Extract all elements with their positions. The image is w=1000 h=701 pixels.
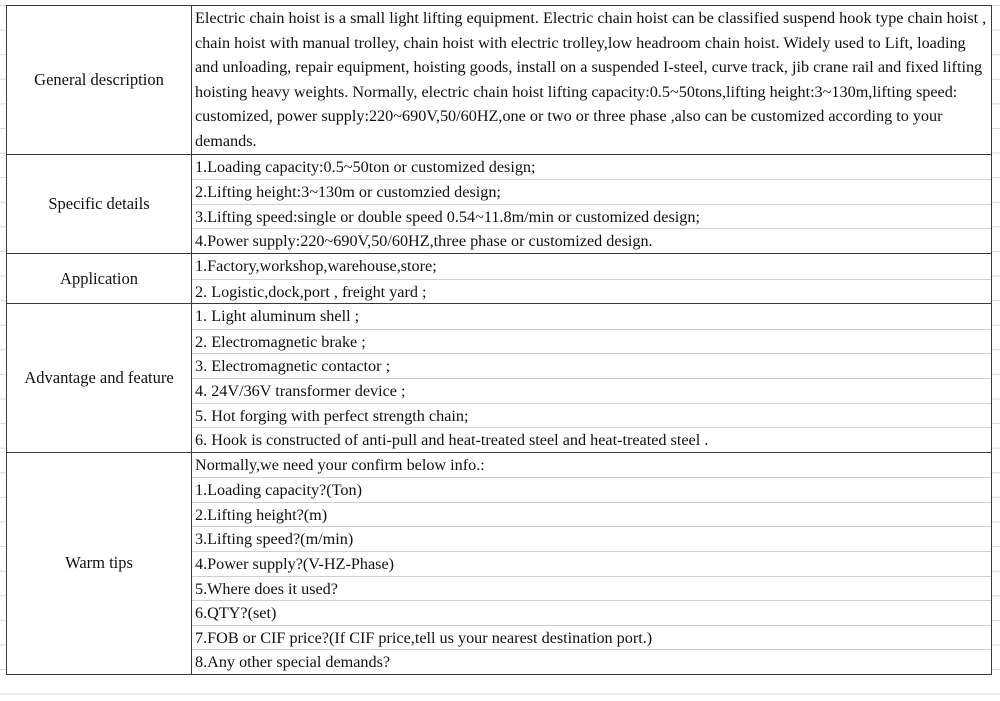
cell-line[interactable]: 3.Lifting speed?(m/min) bbox=[192, 526, 991, 551]
row-content bbox=[192, 452, 992, 674]
row-advantage-feature bbox=[7, 304, 992, 453]
row-label[interactable]: General description bbox=[7, 6, 192, 155]
row-warm-tips bbox=[7, 452, 992, 674]
text-line: Electric chain hoist is a small light lifting equipment. Electric chain hoist can be classified suspend hook type bbox=[195, 9, 904, 27]
cell-line[interactable]: 2.Lifting height?(m) bbox=[192, 502, 991, 527]
description-paragraph bbox=[192, 6, 991, 154]
row-label[interactable]: Application bbox=[7, 253, 192, 303]
cell-line[interactable]: 4.Power supply:220~690V,50/60HZ,three phase or customized design. bbox=[192, 228, 991, 253]
cell-line[interactable]: 6.QTY?(set) bbox=[192, 600, 991, 625]
row-content[interactable] bbox=[192, 6, 992, 155]
cell-line[interactable]: 1.Loading capacity?(Ton) bbox=[192, 477, 991, 502]
cell-line[interactable]: 4.Power supply?(V-HZ-Phase) bbox=[192, 551, 991, 576]
cell-line[interactable]: Normally,we need your confirm below info.: bbox=[195, 455, 485, 474]
row-specific-details bbox=[7, 154, 992, 253]
row-content bbox=[192, 154, 992, 253]
cell-line[interactable]: 6. Hook is constructed of anti-pull and heat-treated steel and heat-treated steel . bbox=[192, 427, 991, 452]
row-content bbox=[192, 304, 992, 453]
text-line: curve track, jib crane rail and fixed lifting hoisting heavy weights. Normally, electric chain hoist lifting bbox=[195, 58, 983, 101]
cell-line[interactable]: 5. Hot forging with perfect strength chain; bbox=[192, 403, 991, 428]
cell-line[interactable]: 8.Any other special demands? bbox=[192, 649, 991, 674]
text-line: chain hoist , chain hoist with manual trolley, chain hoist with electric trolley,low headroom chain hoist. bbox=[195, 9, 987, 52]
row-label[interactable]: Advantage and feature bbox=[7, 304, 192, 453]
cell-line[interactable]: 2. Electromagnetic brake ; bbox=[192, 329, 991, 354]
cell-line[interactable]: 2.Lifting height:3~130m or customzied design; bbox=[192, 179, 991, 204]
cell-line[interactable]: 3. Electromagnetic contactor ; bbox=[192, 353, 991, 378]
text-line: Widely used to Lift, loading and unloading, repair equipment, hoisting goods, install on a suspended I-steel, bbox=[195, 33, 966, 77]
row-content bbox=[192, 253, 992, 303]
cell-line[interactable]: 1.Loading capacity:0.5~50ton or customized design; bbox=[195, 157, 536, 176]
row-general-description bbox=[7, 6, 992, 155]
cell-line[interactable]: 5.Where does it used? bbox=[192, 576, 991, 601]
row-label[interactable]: Specific details bbox=[7, 154, 192, 253]
text-line: or two or three phase ,also can be customized according to your demands. bbox=[195, 107, 943, 150]
row-application bbox=[7, 253, 992, 303]
cell-line[interactable]: 4. 24V/36V transformer device ; bbox=[192, 378, 991, 403]
text-line: capacity:0.5~50tons,lifting height:3~130m,lifting speed: customized, power supply:220~690V,50/60HZ,one bbox=[195, 82, 958, 126]
cell-line[interactable]: 7.FOB or CIF price?(If CIF price,tell us your nearest destination port.) bbox=[192, 625, 991, 650]
cell-line[interactable]: 1.Factory,workshop,warehouse,store; bbox=[195, 256, 437, 275]
cell-line[interactable]: 3.Lifting speed:single or double speed 0.54~11.8m/min or customized design; bbox=[192, 204, 991, 229]
cell-line[interactable]: 2. Logistic,dock,port , freight yard ; bbox=[192, 279, 991, 304]
cell-line[interactable]: 1. Light aluminum shell ; bbox=[195, 307, 360, 326]
row-label[interactable]: Warm tips bbox=[7, 452, 192, 674]
spec-table bbox=[6, 5, 992, 675]
